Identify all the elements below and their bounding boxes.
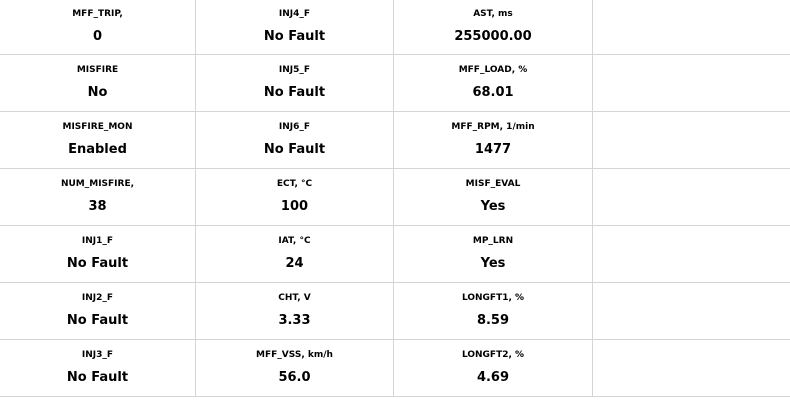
parameter-value: No Fault bbox=[66, 370, 129, 385]
data-cell bbox=[196, 169, 394, 226]
data-cell bbox=[394, 169, 593, 226]
empty-cell bbox=[593, 112, 790, 169]
parameter-label: MFF_TRIP, bbox=[72, 9, 123, 19]
parameter-value: No bbox=[87, 85, 108, 100]
parameter-label: INJ3_F bbox=[81, 350, 114, 360]
data-cell bbox=[0, 340, 196, 397]
empty-cell bbox=[593, 340, 790, 397]
parameter-label: MISFIRE bbox=[76, 65, 119, 75]
parameter-label: CHT, V bbox=[278, 293, 311, 303]
parameter-label: MFF_VSS, km/h bbox=[256, 350, 333, 360]
parameter-label: IAT, °C bbox=[278, 236, 311, 246]
data-cell bbox=[394, 55, 593, 112]
parameter-label: MFF_LOAD, % bbox=[458, 65, 528, 75]
data-cell bbox=[394, 112, 593, 169]
parameter-label: INJ1_F bbox=[81, 236, 114, 246]
parameter-value: 4.69 bbox=[476, 370, 510, 385]
parameter-value: No Fault bbox=[263, 85, 326, 100]
data-cell bbox=[0, 55, 196, 112]
parameter-label: MISF_EVAL bbox=[465, 179, 521, 189]
parameter-value: Enabled bbox=[68, 142, 127, 157]
parameter-value: Yes bbox=[480, 256, 506, 271]
parameter-value: 3.33 bbox=[278, 313, 311, 328]
parameter-label: INJ6_F bbox=[278, 122, 311, 132]
data-cell bbox=[0, 0, 196, 55]
data-cell bbox=[196, 55, 394, 112]
data-cell bbox=[394, 226, 593, 283]
parameter-label: LONGFT2, % bbox=[461, 350, 525, 360]
parameter-value: No Fault bbox=[66, 256, 129, 271]
parameter-label: INJ5_F bbox=[278, 65, 311, 75]
empty-cell bbox=[593, 283, 790, 340]
parameter-value: 1477 bbox=[474, 142, 512, 157]
data-cell bbox=[196, 283, 394, 340]
parameter-label: ECT, °C bbox=[276, 179, 313, 189]
parameter-label: INJ4_F bbox=[278, 9, 311, 19]
data-cell bbox=[196, 340, 394, 397]
data-cell bbox=[0, 226, 196, 283]
data-cell bbox=[196, 112, 394, 169]
empty-cell bbox=[593, 55, 790, 112]
parameter-value: 8.59 bbox=[476, 313, 510, 328]
data-cell bbox=[196, 226, 394, 283]
empty-cell bbox=[593, 0, 790, 55]
parameter-value: No Fault bbox=[263, 142, 326, 157]
parameter-label: LONGFT1, % bbox=[461, 293, 525, 303]
parameter-value: 24 bbox=[285, 256, 304, 271]
parameter-value: 0 bbox=[92, 29, 103, 44]
empty-cell bbox=[593, 169, 790, 226]
parameter-value: 68.01 bbox=[472, 85, 514, 100]
data-cell bbox=[0, 169, 196, 226]
parameter-value: 56.0 bbox=[278, 370, 311, 385]
parameter-label: MP_LRN bbox=[472, 236, 514, 246]
parameter-label: AST, ms bbox=[473, 9, 513, 19]
parameter-label: NUM_MISFIRE, bbox=[60, 179, 135, 189]
parameter-label: MFF_RPM, 1/min bbox=[451, 122, 535, 132]
parameter-value: Yes bbox=[480, 199, 506, 214]
parameter-value: No Fault bbox=[66, 313, 129, 328]
data-cell bbox=[0, 112, 196, 169]
empty-cell bbox=[593, 226, 790, 283]
parameter-value: 100 bbox=[280, 199, 309, 214]
parameter-value: 38 bbox=[88, 199, 107, 214]
data-cell bbox=[0, 283, 196, 340]
parameter-value: No Fault bbox=[263, 29, 326, 44]
data-cell bbox=[394, 340, 593, 397]
parameter-label: INJ2_F bbox=[81, 293, 114, 303]
parameter-label: MISFIRE_MON bbox=[62, 122, 133, 132]
data-cell bbox=[394, 0, 593, 55]
parameter-value: 255000.00 bbox=[454, 29, 532, 44]
data-cell bbox=[196, 0, 394, 55]
data-cell bbox=[394, 283, 593, 340]
